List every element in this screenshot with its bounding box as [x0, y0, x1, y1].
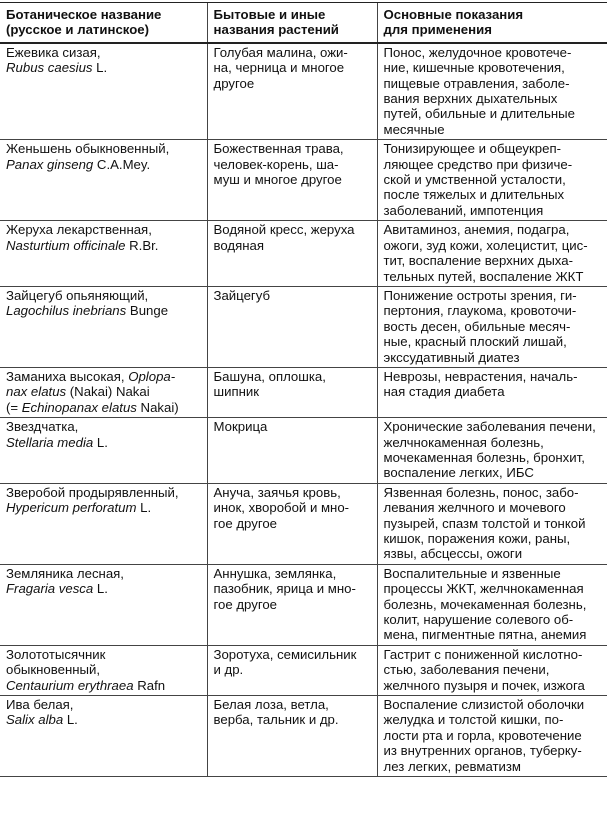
common-name-line: другое: [213, 75, 255, 91]
table-row: [0, 645, 607, 695]
indication-line: лости рта и горла, кровотечение: [383, 727, 582, 743]
common-name-line: гое другое: [213, 596, 278, 612]
indication-line: Понижение остроты зрения, ги-: [383, 287, 577, 303]
botanical-name-line: [6, 60, 205, 75]
indication-line: ние, кишечные кровотечения,: [383, 60, 565, 76]
indication-line: месячные: [383, 121, 445, 137]
common-names-cell: [207, 221, 377, 287]
name-text: (Nakai) Nakai: [66, 384, 150, 400]
header-row: [0, 3, 607, 43]
indication-line: Язвенная болезнь, понос, забо-: [383, 484, 579, 500]
indication-line: желчного пузыря и почек, изжога: [383, 677, 585, 693]
indications-cell: [377, 286, 607, 367]
indication-line: путей, обильные и длительные: [383, 106, 575, 122]
botanical-name-cell: [0, 221, 207, 287]
indication-line: Неврозы, неврастения, началь-: [383, 368, 578, 384]
latin-name-text: Salix alba: [6, 712, 64, 728]
botanical-name-line: [6, 435, 205, 450]
name-text: L.: [92, 60, 108, 76]
latin-name-text: Fragaria vesca: [6, 581, 94, 597]
table-row: [0, 367, 607, 417]
header-line: Основные показания: [383, 7, 524, 22]
common-name-line: Белая лоза, ветла,: [213, 697, 329, 713]
latin-name-text: nax elatus: [6, 384, 67, 400]
common-name-line: человек-корень, ша-: [213, 156, 339, 172]
plant-table: [0, 2, 607, 777]
name-text: Золототысячник: [6, 646, 106, 662]
common-name-line: муш и многое другое: [213, 172, 342, 188]
header-line: Ботаническое название: [6, 7, 162, 22]
name-text: обыкновенный,: [6, 662, 101, 678]
table-row: [0, 483, 607, 564]
botanical-name-line: [6, 485, 205, 500]
botanical-name-line: [6, 566, 205, 581]
indication-line: Гастрит с пониженной кислотно-: [383, 646, 583, 662]
indication-line: левания желчного и мочевого: [383, 500, 566, 516]
indication-line: заболеваний, импотенция: [383, 202, 544, 218]
common-names-cell: [207, 696, 377, 777]
indications-cell: [377, 483, 607, 564]
name-text: Ива белая,: [6, 697, 74, 713]
name-text: C.A.Mey.: [93, 156, 151, 172]
botanical-name-cell: [0, 645, 207, 695]
name-text: Ежевика сизая,: [6, 44, 101, 60]
indications-cell: [377, 696, 607, 777]
botanical-name-cell: [0, 140, 207, 221]
header-line: для применения: [383, 22, 492, 38]
indication-line: тельных путей, воспаление ЖКТ: [383, 268, 584, 284]
botanical-name-line: [6, 369, 205, 384]
botanical-name-line: [6, 222, 205, 237]
botanical-name-line: [6, 678, 205, 693]
name-text: Земляника лесная,: [6, 565, 124, 581]
common-name-line: Водяной кресс, жеруха: [213, 222, 355, 238]
indication-line: колит, нарушение солевого об-: [383, 612, 574, 628]
common-name-line: пазобник, ярица и мно-: [213, 581, 356, 597]
indications-cell: [377, 140, 607, 221]
indication-line: кишок, поражения кожи, раны,: [383, 531, 571, 546]
indication-line: болезнь, мочекаменная болезнь,: [383, 596, 587, 612]
indication-line: Авитаминоз, анемия, подагра,: [383, 222, 570, 238]
indications-cell: [377, 367, 607, 417]
botanical-name-cell: [0, 564, 207, 645]
botanical-name-line: [6, 419, 205, 434]
indication-line: мена, пигментные пятна, анемия: [383, 627, 587, 643]
common-name-line: инок, хворобой и мно-: [213, 500, 350, 516]
indication-line: язвы, абсцессы, ожоги: [383, 546, 523, 562]
table-row: [0, 564, 607, 645]
indication-line: мочекаменная болезнь, бронхит,: [383, 449, 585, 465]
latin-name-text: Rubus caesius: [6, 60, 93, 76]
indication-line: Воспаление слизистой оболочки: [383, 697, 585, 713]
table-row: [0, 43, 607, 140]
indication-line: ная стадия диабета: [383, 384, 505, 400]
common-name-line: Зоротуха, семисильник: [213, 646, 357, 662]
common-names-cell: [207, 645, 377, 695]
botanical-name-line: [6, 303, 205, 318]
indication-line: ляющее средство при физиче-: [383, 156, 573, 172]
indication-line: ные, красный плоский лишай,: [383, 334, 567, 350]
indication-line: ской и умственной усталости,: [383, 172, 566, 188]
botanical-name-line: [6, 238, 205, 253]
name-text: Зверобой продырявленный,: [6, 484, 179, 500]
common-names-cell: [207, 483, 377, 564]
common-names-cell: [207, 564, 377, 645]
botanical-name-cell: [0, 367, 207, 417]
name-text: Bunge: [126, 303, 169, 319]
indication-line: желудка и толстой кишки, по-: [383, 712, 564, 728]
common-name-line: Голубая малина, ожи-: [213, 44, 348, 60]
common-names-cell: [207, 140, 377, 221]
botanical-name-line: [6, 647, 205, 662]
indication-line: процессы ЖКТ, желчнокаменная: [383, 581, 584, 597]
header-line: (русское и латинское): [6, 22, 149, 38]
botanical-name-line: [6, 384, 205, 399]
name-text: (=: [6, 399, 22, 415]
name-text: L.: [63, 712, 78, 728]
indication-line: ожоги, зуд кожи, холецистит, цис-: [383, 237, 588, 253]
common-names-cell: [207, 367, 377, 417]
name-text: Зайцегуб опьяняющий,: [6, 287, 149, 303]
botanical-name-line: [6, 712, 205, 727]
name-text: Жеруха лекарственная,: [6, 222, 152, 238]
common-name-line: Ануча, заячья кровь,: [213, 484, 341, 500]
name-text: L.: [93, 581, 108, 597]
indication-line: вания верхних дыхательных: [383, 91, 558, 107]
common-name-line: Аннушка, землянка,: [213, 565, 337, 581]
indication-line: вость десен, обильные месяч-: [383, 318, 571, 334]
name-text: R.Br.: [125, 237, 159, 253]
table-row: [0, 418, 607, 484]
botanical-name-line: [6, 157, 205, 172]
common-name-line: Мокрица: [213, 419, 268, 435]
latin-name-text: Hypericum perforatum: [6, 500, 137, 516]
indication-line: воспаление легких, ИБС: [383, 465, 534, 481]
indications-cell: [377, 221, 607, 287]
name-text: L.: [136, 500, 152, 516]
name-text: Звездчатка,: [6, 419, 79, 435]
latin-name-text: Lagochilus inebrians: [6, 303, 127, 319]
indication-line: Тонизирующее и общеукреп-: [383, 141, 561, 157]
botanical-name-line: [6, 662, 205, 677]
botanical-name-cell: [0, 418, 207, 484]
indications-cell: [377, 418, 607, 484]
indication-line: Понос, желудочное кровотече-: [383, 44, 572, 60]
indication-line: после тяжелых и длительных: [383, 187, 565, 203]
common-names-cell: [207, 43, 377, 140]
botanical-name-cell: [0, 696, 207, 777]
indications-cell: [377, 43, 607, 140]
botanical-name-cell: [0, 43, 207, 140]
latin-name-text: Centaurium erythraea: [6, 677, 134, 693]
name-text: Nakai): [136, 399, 179, 415]
latin-name-text: Echinopanax elatus: [21, 399, 137, 415]
botanical-name-line: [6, 45, 205, 60]
indication-line: стью, заболевания печени,: [383, 662, 550, 678]
common-names-cell: [207, 418, 377, 484]
indication-line: пищевые отравления, заболе-: [383, 75, 570, 91]
latin-name-text: Panax ginseng: [6, 156, 94, 172]
latin-name-text: Oplopa-: [128, 368, 176, 384]
botanical-name-cell: [0, 483, 207, 564]
name-text: L.: [93, 434, 108, 450]
table-row: [0, 696, 607, 777]
table-body: [0, 43, 607, 777]
indication-line: пертония, глаукома, кровоточи-: [383, 303, 577, 319]
indications-cell: [377, 645, 607, 695]
indications-cell: [377, 564, 607, 645]
table-row: [0, 221, 607, 287]
common-name-line: и др.: [213, 662, 244, 678]
indication-line: лез легких, ревматизм: [383, 758, 522, 774]
common-name-line: гое другое: [213, 515, 278, 531]
table-row: [0, 286, 607, 367]
indication-line: пузырей, спазм толстой и тонкой: [383, 515, 586, 531]
botanical-name-line: [6, 500, 205, 515]
botanical-name-line: [6, 141, 205, 156]
header-line: названия растений: [213, 22, 339, 38]
indication-line: экссудативный диатез: [383, 349, 520, 365]
botanical-name-line: [6, 400, 205, 415]
header-indications: [377, 3, 607, 43]
common-name-line: Башуна, оплошка,: [213, 368, 326, 384]
common-name-line: верба, тальник и др.: [213, 712, 339, 728]
common-names-cell: [207, 286, 377, 367]
common-name-line: Зайцегуб: [213, 287, 271, 303]
table-row: [0, 140, 607, 221]
indication-line: тит, воспаление верхних дыха-: [383, 253, 573, 269]
header-botanical-name: [0, 3, 207, 43]
header-common-names: [207, 3, 377, 43]
indication-line: Хронические заболевания печени,: [383, 419, 596, 435]
latin-name-text: Nasturtium officinale: [6, 237, 126, 253]
header-line: Бытовые и иные: [213, 7, 326, 22]
botanical-name-line: [6, 697, 205, 712]
botanical-name-line: [6, 288, 205, 303]
name-text: Rafn: [133, 677, 166, 693]
common-name-line: на, черница и многое: [213, 60, 345, 76]
latin-name-text: Stellaria media: [6, 434, 94, 450]
common-name-line: водяная: [213, 237, 264, 253]
name-text: Женьшень обыкновенный,: [6, 141, 170, 157]
indication-line: желчнокаменная болезнь,: [383, 434, 544, 450]
botanical-name-line: [6, 581, 205, 596]
indication-line: Воспалительные и язвенные: [383, 565, 561, 581]
common-name-line: Божественная трава,: [213, 141, 344, 157]
common-name-line: шипник: [213, 384, 260, 400]
botanical-name-cell: [0, 286, 207, 367]
name-text: Заманиха высокая,: [6, 368, 129, 384]
indication-line: из внутренних органов, туберку-: [383, 743, 582, 759]
